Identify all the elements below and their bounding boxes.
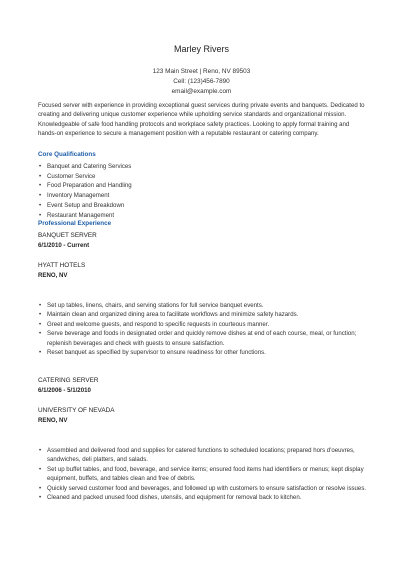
list-item: • Event Setup and Breakdown: [39, 201, 125, 209]
list-item: • Restaurant Management: [39, 211, 115, 219]
phone: Cell: (123)456-7890: [173, 78, 230, 85]
list-item: • Set up buffet tables, and food, beverage, and service items; ensured food items had identifiers or menus; kept display equipment, buffets, and tables clean and free of debris.: [39, 465, 364, 483]
employer-location: RENO, NV: [38, 272, 68, 279]
list-item: • Assembled and delivered food and supplies for catered functions to scheduled locations; prepared hors d'oeuvres, sandwiches, deli platters, and salads.: [39, 447, 355, 464]
bullet-icon: •: [39, 192, 42, 200]
bullet-icon: •: [39, 163, 42, 170]
list-item: • Customer Service: [39, 172, 96, 180]
bullet-icon: •: [39, 494, 42, 502]
bullet-icon: •: [39, 349, 42, 357]
address: 123 Main Street | Reno, NV 89503: [152, 68, 251, 75]
list-item: • Banquet and Catering Services: [39, 163, 132, 170]
bullet-icon: •: [39, 201, 42, 209]
job-dates: 6/1/2010 - Current: [38, 242, 90, 249]
bullet-icon: •: [39, 172, 42, 180]
bullet-icon: •: [39, 182, 42, 190]
list-item: • Greet and welcome guests, and respond to specific requests in courteous manner.: [39, 320, 270, 328]
bullet-icon: •: [39, 447, 42, 454]
contact-block: [0, 67, 403, 97]
job-title: CATERING SERVER: [38, 377, 99, 384]
job-duties-list: [38, 301, 368, 357]
employer-name: HYATT HOTELS: [38, 262, 86, 269]
job-duties-list: [38, 446, 368, 502]
section-heading-core-qualifications: Core Qualifications: [38, 151, 96, 158]
bullet-icon: •: [39, 330, 42, 338]
candidate-name: Marley Rivers: [173, 44, 229, 54]
bullet-icon: •: [39, 311, 42, 319]
bullet-icon: •: [39, 484, 42, 492]
bullet-icon: •: [39, 320, 42, 328]
list-item: • Quickly served customer food and beverages, and followed up with customers to ensure satisfaction or resolve issues.: [39, 484, 367, 492]
bullet-icon: •: [39, 465, 42, 473]
professional-summary: Focused server with experience in providing exceptional guest services during private events and banquets. Dedicated to creating and delivering unique customer experience while upholding service standards and organizational mission. Knowledgeable of safe food handling protocols and workplace safety practices. Looking to apply formal training and hands-on experience to secure a management position with a reputable restaurant or catering company.: [38, 102, 365, 138]
list-item: • Set up tables, linens, chairs, and serving stations for full service banquet events.: [39, 302, 264, 309]
list-item: • Cleaned and packed unused food dishes, utensils, and equipment for removal back to kitchen.: [39, 494, 302, 502]
list-item: • Inventory Management: [39, 192, 110, 200]
list-item: • Reset banquet as specified by supervisor to ensure readiness for other functions.: [39, 349, 266, 357]
email[interactable]: email@example.com: [171, 88, 232, 95]
employer-location: RENO, NV: [38, 417, 68, 424]
job-title: BANQUET SERVER: [38, 232, 97, 239]
list-item: • Maintain clean and organized dining area to facilitate workflows and minimize safety hazards.: [39, 311, 299, 319]
job-dates: 6/1/2006 - 5/1/2010: [38, 387, 91, 394]
section-heading-professional-experience: Professional Experience: [38, 220, 112, 227]
bullet-icon: •: [39, 302, 42, 309]
bullet-icon: •: [39, 211, 42, 219]
list-item: • Food Preparation and Handling: [39, 182, 132, 190]
core-qualifications-list: [38, 162, 338, 220]
list-item: • Serve beverage and foods in designated order and quickly remove dishes at end of each course, meal, or function; replenish beverages and check with guests to ensure satisfaction.: [39, 330, 357, 347]
employer-name: UNIVERSITY OF NEVADA: [38, 407, 115, 414]
